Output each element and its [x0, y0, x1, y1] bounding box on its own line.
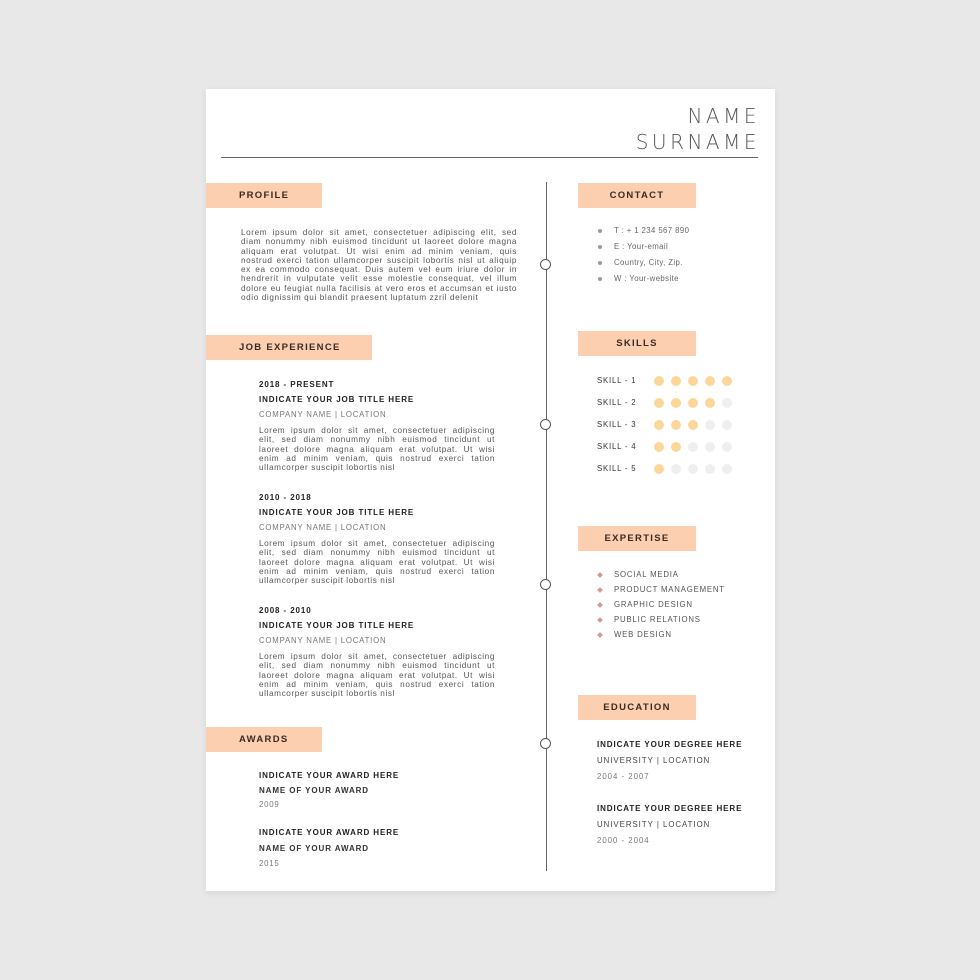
timeline-line: [546, 182, 547, 871]
contact-item: [598, 258, 683, 267]
contact-email: E : Your-email: [614, 242, 669, 251]
job-title: INDICATE YOUR JOB TITLE HERE: [259, 395, 415, 404]
skill-dot-filled: [688, 376, 698, 386]
education-years: 2004 - 2007: [597, 772, 650, 781]
skill-label: SKILL - 4: [597, 442, 637, 451]
bullet-icon: [598, 277, 602, 281]
contact-header: CONTACT: [578, 183, 696, 208]
expertise-label: GRAPHIC DESIGN: [614, 600, 693, 609]
skill-dot-filled: [671, 398, 681, 408]
bullet-icon: [598, 245, 602, 249]
expertise-header: EXPERTISE: [578, 526, 696, 551]
education-header: EDUCATION: [578, 695, 696, 720]
skills-header: SKILLS: [578, 331, 696, 356]
timeline-dot: [540, 259, 551, 270]
skill-dot-filled: [654, 398, 664, 408]
degree: INDICATE YOUR DEGREE HERE: [597, 740, 743, 749]
skill-label: SKILL - 3: [597, 420, 637, 429]
contact-item: [598, 274, 679, 283]
header-divider: [221, 157, 758, 158]
job-company: COMPANY NAME | LOCATION: [259, 636, 387, 645]
skill-dot-empty: [705, 442, 715, 452]
timeline-dot: [540, 419, 551, 430]
degree: INDICATE YOUR DEGREE HERE: [597, 804, 743, 813]
expertise-item: [598, 615, 701, 624]
name-heading: [636, 103, 760, 155]
skill-label: SKILL - 5: [597, 464, 637, 473]
job-years: 2010 - 2018: [259, 493, 312, 502]
awards-header: AWARDS: [206, 727, 322, 752]
skill-dot-filled: [671, 420, 681, 430]
skill-label: SKILL - 2: [597, 398, 637, 407]
skill-dot-empty: [722, 420, 732, 430]
skill-dot-filled: [654, 376, 664, 386]
profile-text: Lorem ipsum dolor sit amet, consectetuer adipiscing elit, sed diam nonummy nibh euismod tincidunt ut laoreet dolore magna aliquam erat volutpat. Ut wisi enim ad minim veniam, quis nostrud exerci tation ullamcorper suscipit lobortis nisl ut aliquip ex ea commodo consequat. Duis autem vel eum iriure dolor in hendrerit in vulputate velit esse molestie consequat, vel illum dolore eu feugiat nulla facilisis at vero eros et accumsan et iusto odio dignissim qui blandit praesent luptatum zzril delenit: [241, 228, 517, 303]
diamond-icon: [597, 617, 603, 623]
diamond-icon: [597, 632, 603, 638]
diamond-icon: [597, 602, 603, 608]
profile-header: PROFILE: [206, 183, 322, 208]
diamond-icon: [597, 587, 603, 593]
skill-dot-empty: [671, 464, 681, 474]
award-year: 2015: [259, 859, 280, 868]
first-name: NAME: [687, 104, 760, 128]
skill-dot-filled: [654, 442, 664, 452]
contact-website: W : Your-website: [614, 274, 679, 283]
skill-dot-filled: [688, 420, 698, 430]
expertise-item: [598, 570, 679, 579]
skill-dot-filled: [654, 464, 664, 474]
award-title: INDICATE YOUR AWARD HERE: [259, 771, 400, 780]
job-description: Lorem ipsum dolor sit amet, consectetuer adipiscing elit, sed diam nonummy nibh euismod tincidunt ut laoreet dolore magna aliquam erat volutpat. Ut wisi enim ad minim veniam, quis nostrud exerci tation ullamcorper suscipit lobortis nisl: [259, 426, 495, 473]
skill-dot-filled: [722, 376, 732, 386]
job-years: 2018 - PRESENT: [259, 380, 335, 389]
skill-dot-filled: [688, 398, 698, 408]
award-title: INDICATE YOUR AWARD HERE: [259, 828, 400, 837]
education-years: 2000 - 2004: [597, 836, 650, 845]
timeline-dot: [540, 579, 551, 590]
contact-item: [598, 226, 689, 235]
skill-dot-empty: [688, 442, 698, 452]
expertise-label: PRODUCT MANAGEMENT: [614, 585, 725, 594]
job-company: COMPANY NAME | LOCATION: [259, 410, 387, 419]
contact-address: Country, City, Zip.: [614, 258, 683, 267]
skill-label: SKILL - 1: [597, 376, 637, 385]
expertise-item: [598, 630, 672, 639]
award-year: 2009: [259, 800, 280, 809]
skill-dot-empty: [688, 464, 698, 474]
expertise-item: [598, 585, 725, 594]
expertise-label: PUBLIC RELATIONS: [614, 615, 701, 624]
skill-dot-empty: [722, 398, 732, 408]
contact-item: [598, 242, 668, 251]
bullet-icon: [598, 261, 602, 265]
job-years: 2008 - 2010: [259, 606, 312, 615]
job-title: INDICATE YOUR JOB TITLE HERE: [259, 621, 415, 630]
job-description: Lorem ipsum dolor sit amet, consectetuer adipiscing elit, sed diam nonummy nibh euismod tincidunt ut laoreet dolore magna aliquam erat volutpat. Ut wisi enim ad minim veniam, quis nostrud exerci tation ullamcorper suscipit lobortis nisl: [259, 652, 495, 699]
last-name: SURNAME: [635, 130, 760, 154]
award-name: NAME OF YOUR AWARD: [259, 844, 369, 853]
university: UNIVERSITY | LOCATION: [597, 756, 711, 765]
expertise-label: WEB DESIGN: [614, 630, 672, 639]
expertise-item: [598, 600, 693, 609]
skill-dot-empty: [722, 442, 732, 452]
skill-dot-filled: [654, 420, 664, 430]
skill-dot-empty: [722, 464, 732, 474]
resume-page: [206, 89, 775, 891]
job-title: INDICATE YOUR JOB TITLE HERE: [259, 508, 415, 517]
job-company: COMPANY NAME | LOCATION: [259, 523, 387, 532]
skill-dot-filled: [671, 376, 681, 386]
skill-dot-filled: [705, 376, 715, 386]
award-name: NAME OF YOUR AWARD: [259, 786, 369, 795]
skill-dot-empty: [705, 464, 715, 474]
skill-dot-empty: [705, 420, 715, 430]
job-description: Lorem ipsum dolor sit amet, consectetuer adipiscing elit, sed diam nonummy nibh euismod tincidunt ut laoreet dolore magna aliquam erat volutpat. Ut wisi enim ad minim veniam, quis nostrud exerci tation ullamcorper suscipit lobortis nisl: [259, 539, 495, 586]
skill-dot-filled: [671, 442, 681, 452]
timeline-dot: [540, 738, 551, 749]
job-experience-header: JOB EXPERIENCE: [206, 335, 372, 360]
diamond-icon: [597, 572, 603, 578]
bullet-icon: [598, 229, 602, 233]
university: UNIVERSITY | LOCATION: [597, 820, 711, 829]
contact-phone: T : + 1 234 567 890: [614, 226, 690, 235]
expertise-label: SOCIAL MEDIA: [614, 570, 679, 579]
skill-dot-filled: [705, 398, 715, 408]
